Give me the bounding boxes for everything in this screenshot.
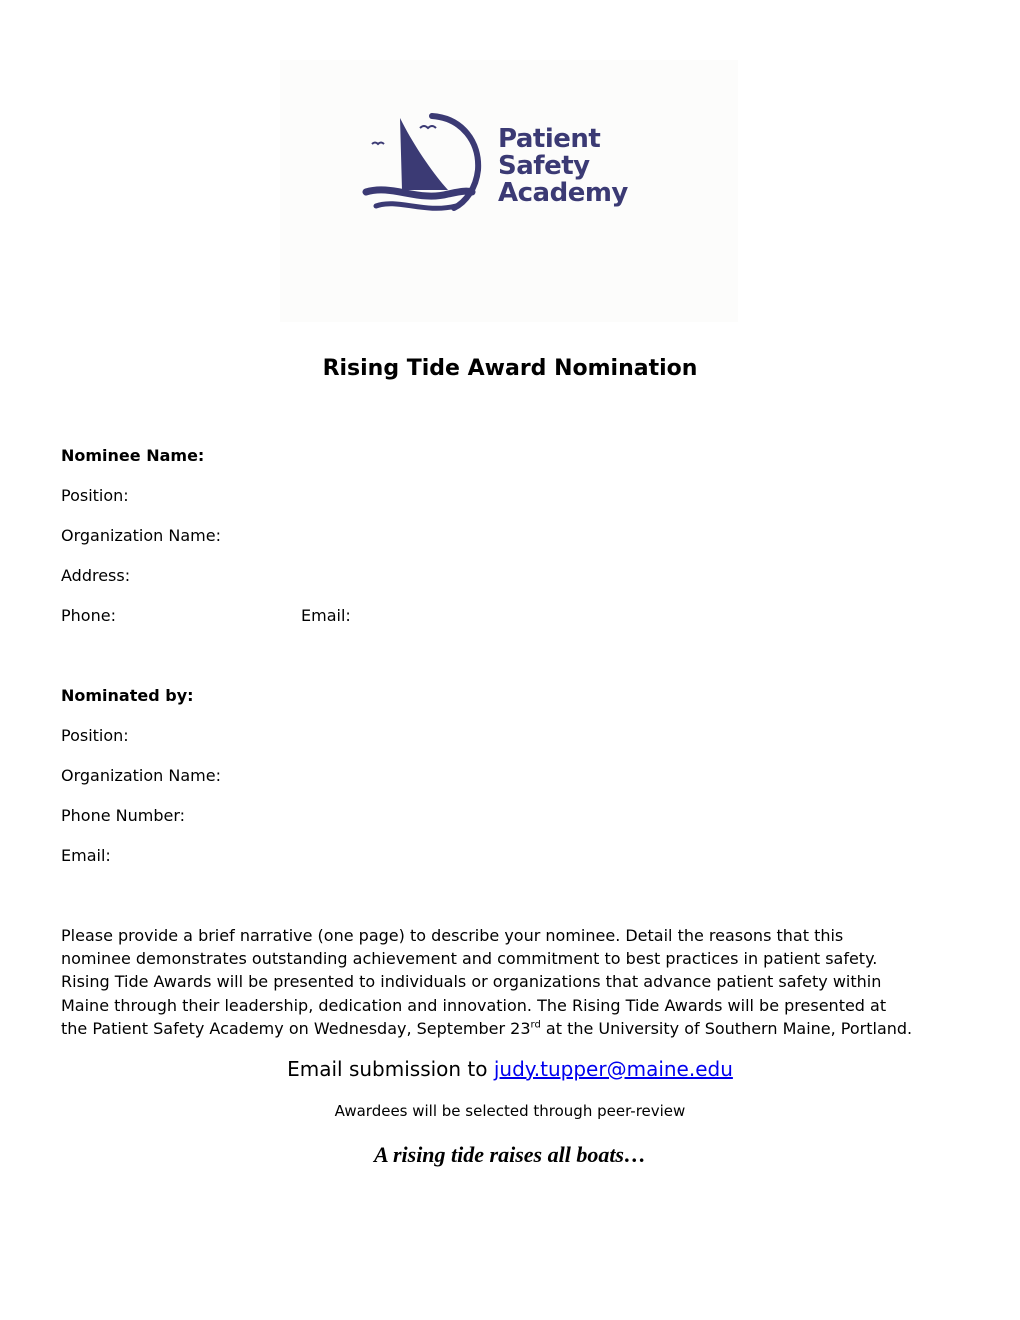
- nominator-position-label: Position:: [61, 726, 129, 745]
- submission-prefix: Email submission to: [287, 1057, 494, 1081]
- logo-line: Academy: [498, 178, 628, 208]
- logo-area: [280, 60, 738, 322]
- ordinal-suffix: rd: [530, 1019, 541, 1031]
- logo-line: Safety: [498, 151, 590, 181]
- nominator-organization-label: Organization Name:: [61, 766, 221, 785]
- narrative-line: Rising Tide Awards will be presented to individuals or organizations that advance patient safety within: [61, 972, 882, 992]
- logo-wordmark: [498, 126, 628, 207]
- nominated-by-label: Nominated by:: [61, 686, 194, 705]
- nominator-email-label: Email:: [61, 846, 111, 865]
- nominee-email-label: Email:: [301, 606, 351, 625]
- nominee-phone-label: Phone:: [61, 606, 116, 625]
- narrative-line: Please provide a brief narrative (one page) to describe your nominee. Detail the reasons that this: [61, 926, 844, 945]
- nominee-organization-label: Organization Name:: [61, 526, 221, 545]
- narrative-text: at the University of Southern Maine, Portland.: [540, 1018, 913, 1038]
- nominee-position-label: Position:: [61, 486, 129, 505]
- logo-line: Patient: [498, 124, 601, 154]
- nominee-name-label: Nominee Name:: [61, 446, 205, 465]
- narrative-line: [61, 1017, 971, 1040]
- page-title: Rising Tide Award Nomination: [322, 356, 698, 381]
- sailboat-logo-icon: [362, 110, 492, 220]
- narrative-line: Maine through their leadership, dedication and innovation. The Rising Tide Awards will be presented at: [61, 995, 887, 1015]
- nominee-address-label: Address:: [61, 566, 131, 585]
- nominator-phone-label: Phone Number:: [61, 806, 186, 825]
- submission-email-link[interactable]: judy.tupper@maine.edu: [493, 1057, 733, 1081]
- motto: A rising tide raises all boats…: [374, 1142, 646, 1167]
- narrative-text: the Patient Safety Academy on Wednesday, September 23: [61, 1018, 531, 1038]
- narrative-paragraph: [61, 924, 971, 1040]
- narrative-line: nominee demonstrates outstanding achievement and commitment to best practices in patient safety.: [61, 949, 878, 969]
- email-submission: [0, 1057, 1020, 1081]
- awardees-note: Awardees will be selected through peer-review: [334, 1102, 686, 1120]
